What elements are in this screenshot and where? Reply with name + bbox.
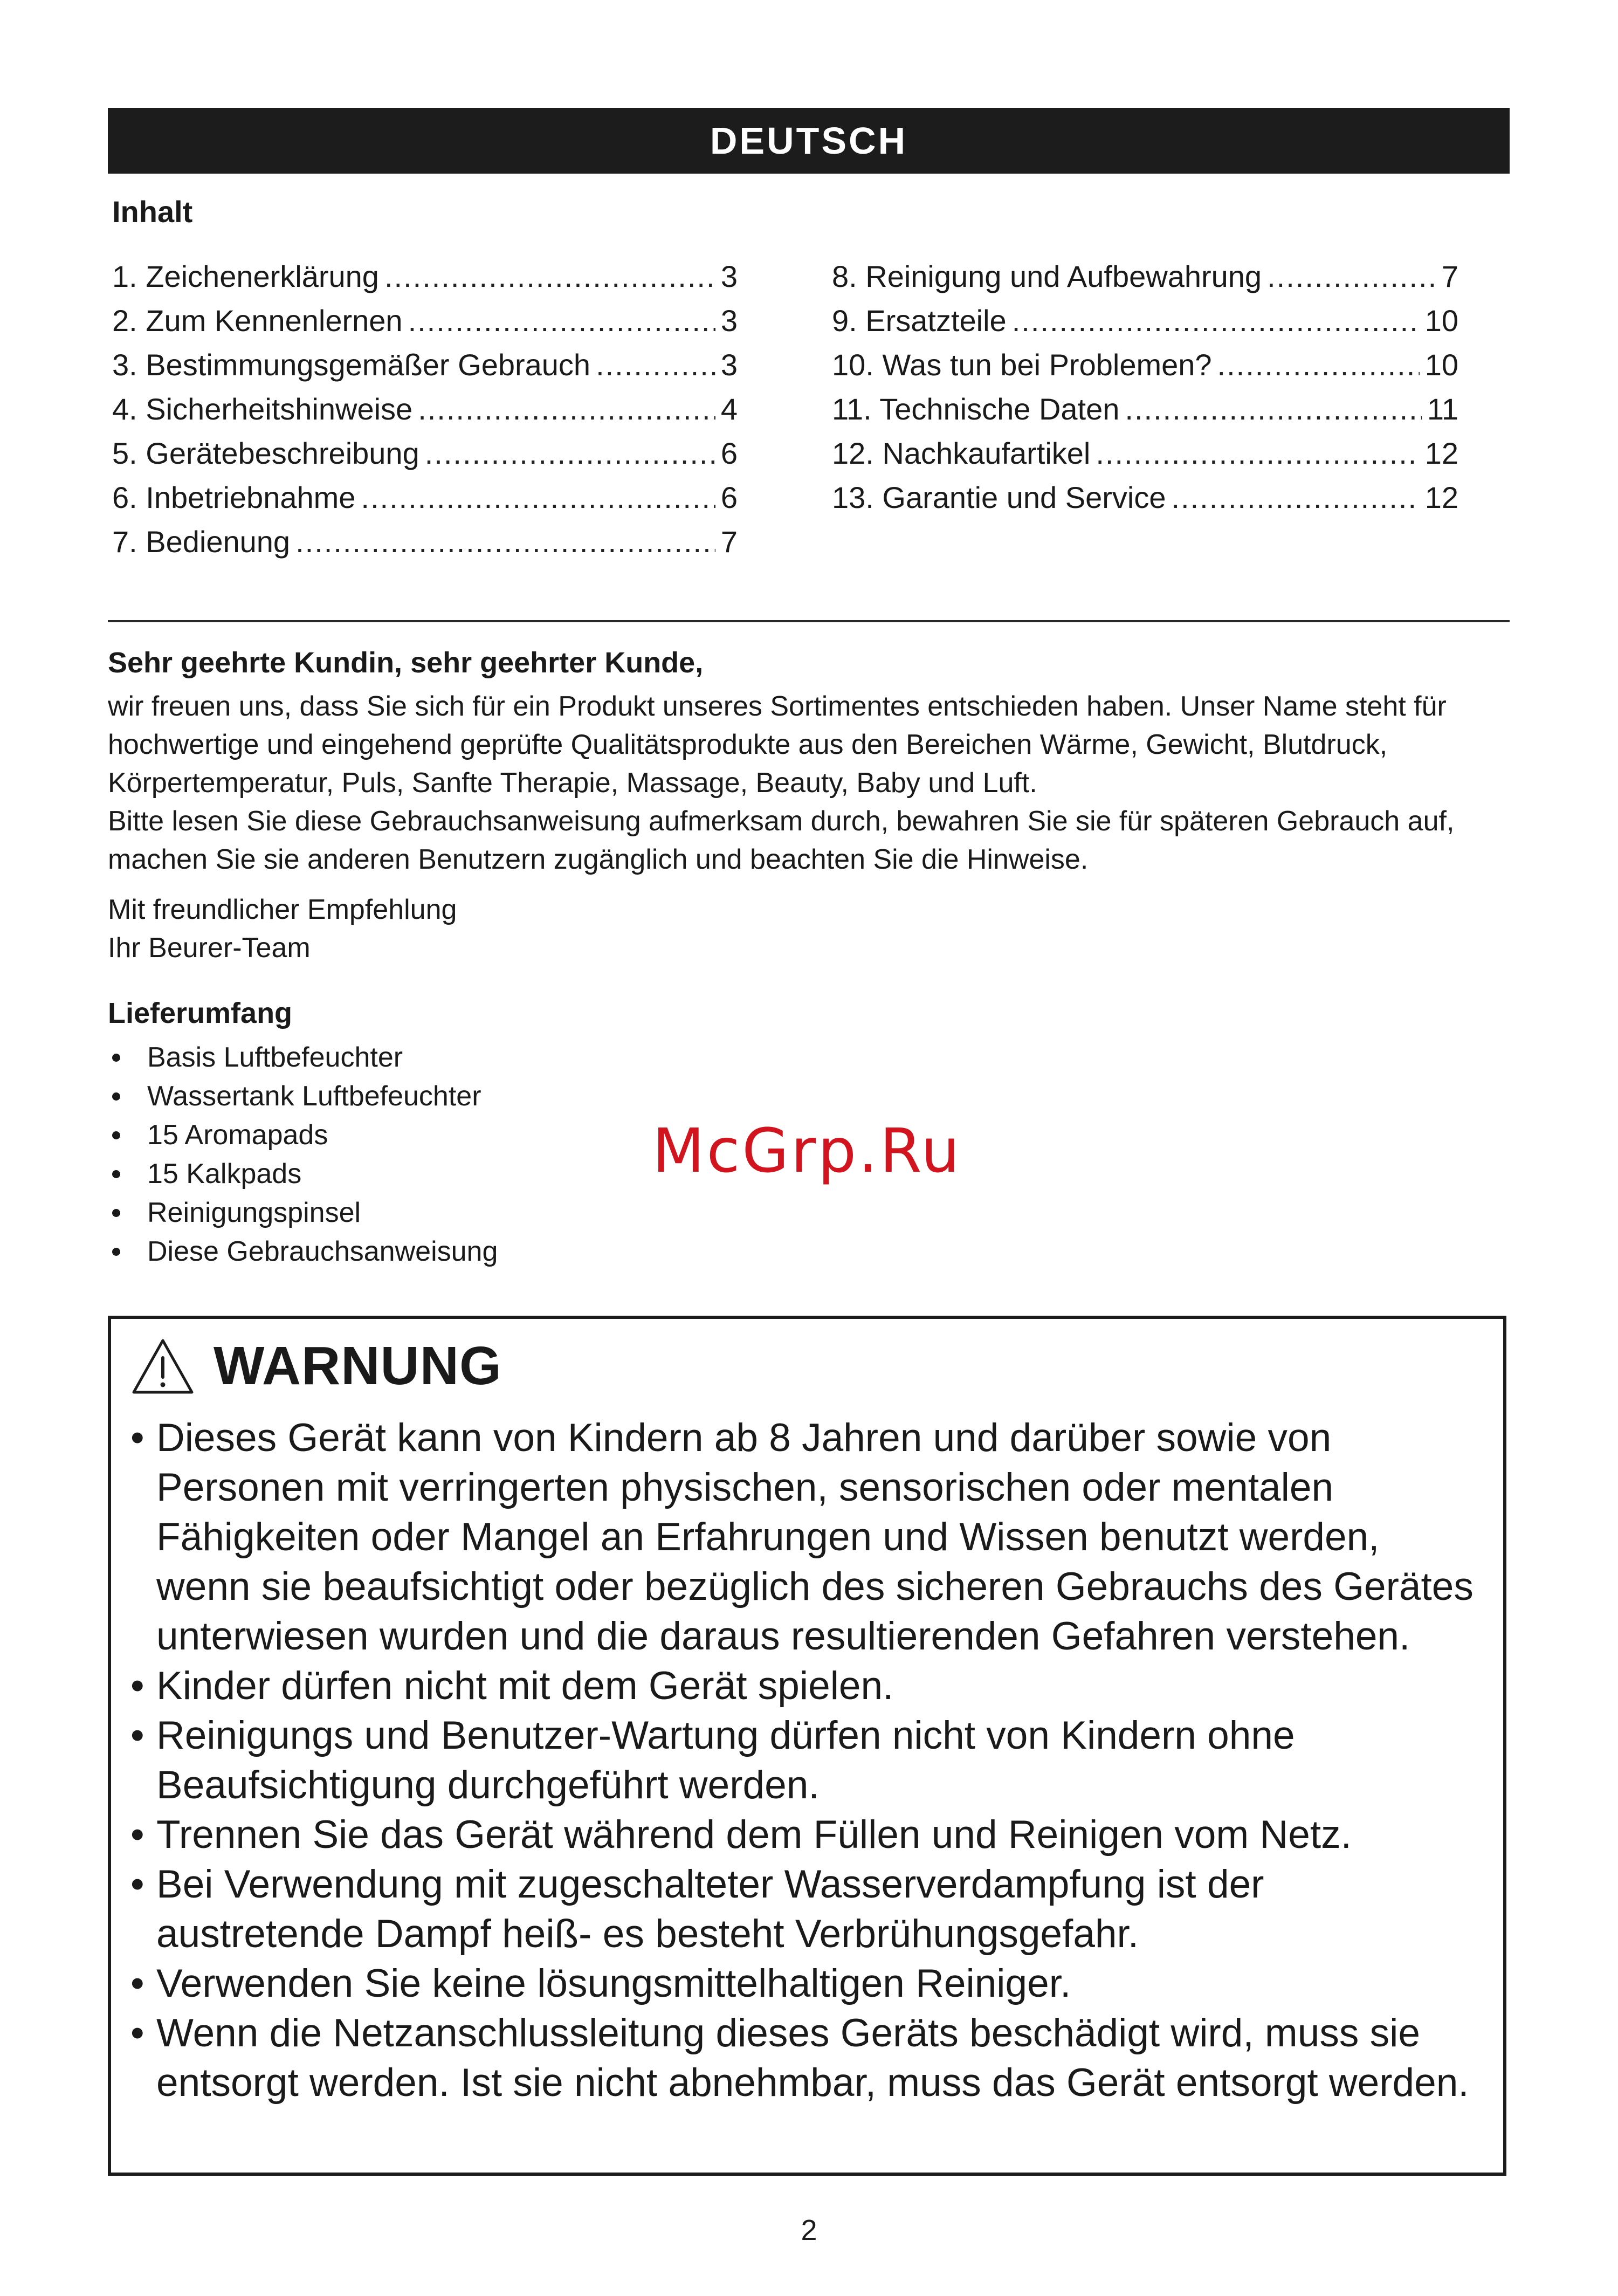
- warning-item-text: Trennen Sie das Gerät während dem Füllen und Reinigen vom Netz.: [156, 1813, 1352, 1857]
- toc-entry-page: 12: [1424, 436, 1458, 470]
- toc-entry-page: 12: [1424, 480, 1458, 514]
- list-item-text: 15 Kalkpads: [147, 1158, 302, 1190]
- toc-entry: [112, 255, 738, 299]
- toc-leader: [596, 343, 715, 387]
- bullet-icon: [112, 1170, 120, 1178]
- toc-leader: [1125, 387, 1421, 431]
- toc-entry-label: 8. Reinigung und Aufbewahrung: [832, 259, 1262, 293]
- toc-leader: [425, 431, 715, 476]
- bullet-icon: •: [130, 1416, 144, 1460]
- list-item-text: 15 Aromapads: [147, 1119, 328, 1151]
- warning-item-text: Verwenden Sie keine lösungsmittelhaltigen Reiniger.: [156, 1962, 1071, 2005]
- warning-list: [130, 1413, 1478, 2108]
- warning-box: [108, 1316, 1506, 2176]
- warning-item-text: Reinigungs und Benutzer-Wartung dürfen nicht von Kindern ohne Beaufsichtigung durchgeführt werden.: [156, 1714, 1295, 1807]
- toc-entry-page: 3: [720, 304, 738, 338]
- list-item: [108, 1232, 498, 1271]
- toc-entry-label: 12. Nachkaufartikel: [832, 436, 1091, 470]
- warning-item-text: Bei Verwendung mit zugeschalteter Wasserverdampfung ist der austretende Dampf heiß- es besteht Verbrühungsgefahr.: [156, 1862, 1264, 1956]
- toc-column-right: [832, 255, 1458, 520]
- toc-leader: [1096, 431, 1419, 476]
- list-item: [108, 1077, 498, 1116]
- toc-entry-page: 10: [1424, 348, 1458, 382]
- delivery-scope-title: Lieferumfang: [108, 997, 293, 1029]
- toc-entry-label: 2. Zum Kennenlernen: [112, 304, 403, 338]
- bullet-icon: •: [130, 1862, 144, 1906]
- toc-entry-page: 11: [1427, 392, 1458, 426]
- toc-column-left: [112, 255, 738, 564]
- intro-paragraph: Bitte lesen Sie diese Gebrauchsanweisung aufmerksam durch, bewahren Sie sie für späteren Gebrauch auf, machen Sie sie anderen Benutzern zugänglich und beachten Sie die Hinweise.: [108, 806, 1455, 875]
- bullet-icon: •: [130, 1813, 144, 1857]
- closing-signature: Ihr Beurer-Team: [108, 932, 311, 964]
- warning-item: [130, 1860, 1478, 1959]
- bullet-icon: •: [130, 2011, 144, 2055]
- toc-leader: [1267, 255, 1436, 299]
- warning-item: [130, 1711, 1478, 1810]
- warning-item: [130, 1413, 1478, 1661]
- list-item: [108, 1116, 498, 1154]
- warning-item: [130, 2009, 1478, 2108]
- warning-header: [130, 1335, 502, 1397]
- delivery-scope-list: [108, 1038, 498, 1271]
- list-item-text: Diese Gebrauchsanweisung: [147, 1236, 498, 1267]
- bullet-icon: •: [130, 1664, 144, 1708]
- toc-leader: [361, 476, 715, 520]
- toc-entry: [112, 343, 738, 387]
- bullet-icon: [112, 1209, 120, 1217]
- toc-entry-label: 3. Bestimmungsgemäßer Gebrauch: [112, 348, 591, 382]
- toc-entry: [832, 255, 1458, 299]
- toc-entry-label: 11. Technische Daten: [832, 392, 1120, 426]
- bullet-icon: [112, 1248, 120, 1256]
- toc-leader: [1217, 343, 1420, 387]
- warning-triangle-icon: [130, 1337, 195, 1396]
- toc-leader: [1171, 476, 1419, 520]
- toc-entry: [112, 476, 738, 520]
- warning-item: [130, 1810, 1478, 1860]
- bullet-icon: [112, 1092, 120, 1101]
- toc-entry: [832, 476, 1458, 520]
- toc-entry-label: 6. Inbetriebnahme: [112, 480, 356, 514]
- toc-entry-page: 6: [720, 480, 738, 514]
- page-number: 2: [801, 2214, 817, 2246]
- toc-entry-page: 6: [720, 436, 738, 470]
- toc-entry-page: 7: [1441, 259, 1458, 293]
- bullet-icon: •: [130, 1962, 144, 2005]
- language-header: [108, 108, 1510, 174]
- list-item-text: Reinigungspinsel: [147, 1197, 361, 1228]
- warning-item: [130, 1959, 1478, 2009]
- language-title: DEUTSCH: [710, 120, 908, 162]
- bullet-icon: •: [130, 1714, 144, 1757]
- list-item: [108, 1193, 498, 1232]
- toc-entry: [112, 520, 738, 564]
- salutation: Sehr geehrte Kundin, sehr geehrter Kunde,: [108, 647, 704, 679]
- toc-leader: [295, 520, 715, 564]
- toc-entry: [832, 387, 1458, 431]
- list-item: [108, 1154, 498, 1193]
- toc-leader: [408, 299, 715, 343]
- toc-entry-page: 3: [720, 348, 738, 382]
- toc-entry: [112, 387, 738, 431]
- toc-entry-label: 1. Zeichenerklärung: [112, 259, 379, 293]
- watermark: McGrp.Ru: [652, 1116, 962, 1186]
- toc-leader: [418, 387, 715, 431]
- toc-entry-label: 9. Ersatzteile: [832, 304, 1007, 338]
- warning-item: [130, 1661, 1478, 1711]
- bullet-icon: [112, 1131, 120, 1139]
- toc-entry-page: 10: [1424, 304, 1458, 338]
- toc-entry: [112, 299, 738, 343]
- intro-paragraph: wir freuen uns, dass Sie sich für ein Produkt unseres Sortimentes entschieden haben. Unser Name steht für hochwertige und eingehend geprüfte Qualitätsprodukte aus den Bereichen Wärme, Gewicht, Blutdruck, Körpertemperatur, Puls, Sanfte Therapie, Massage, Beauty, Baby und Luft.: [108, 691, 1447, 799]
- closing: [108, 891, 457, 967]
- warning-item-text: Dieses Gerät kann von Kindern ab 8 Jahren und darüber sowie von Personen mit verringerten physischen, sensorischen oder mentalen Fähigkeiten oder Mangel an Erfahrungen und Wissen benutzt werden, wenn sie beaufsichtigt oder bezüglich des sicheren Gebrauchs des Gerätes unterwiesen wurden und die daraus resultierenden Gefahren verstehen.: [156, 1416, 1474, 1658]
- toc-entry: [112, 431, 738, 476]
- toc-title: Inhalt: [112, 195, 193, 229]
- toc-entry: [832, 431, 1458, 476]
- list-item-text: Basis Luftbefeuchter: [147, 1042, 403, 1073]
- toc-leader: [1012, 299, 1420, 343]
- toc-entry-label: 5. Gerätebeschreibung: [112, 436, 419, 470]
- toc-entry: [832, 343, 1458, 387]
- list-item-text: Wassertank Luftbefeuchter: [147, 1081, 481, 1112]
- toc-entry-page: 4: [720, 392, 738, 426]
- toc-entry-label: 13. Garantie und Service: [832, 480, 1166, 514]
- warning-item-text: Wenn die Netzanschlussleitung dieses Geräts beschädigt wird, muss sie entsorgt werden. Ist sie nicht abnehmbar, muss das Gerät entsorgt werden.: [156, 2011, 1469, 2105]
- toc-entry-label: 7. Bedienung: [112, 525, 291, 559]
- toc-entry-page: 3: [720, 259, 738, 293]
- intro-text: [108, 688, 1510, 879]
- toc-leader: [384, 255, 715, 299]
- closing-line: Mit freundlicher Empfehlung: [108, 894, 457, 925]
- section-divider: [108, 620, 1510, 622]
- toc-entry: [832, 299, 1458, 343]
- warning-item-text: Kinder dürfen nicht mit dem Gerät spielen.: [156, 1664, 894, 1708]
- toc-entry-label: 4. Sicherheitshinweise: [112, 392, 413, 426]
- warning-title: WARNUNG: [214, 1336, 502, 1396]
- toc-entry-page: 7: [720, 525, 738, 559]
- list-item: [108, 1038, 498, 1077]
- bullet-icon: [112, 1054, 120, 1062]
- toc-entry-label: 10. Was tun bei Problemen?: [832, 348, 1212, 382]
